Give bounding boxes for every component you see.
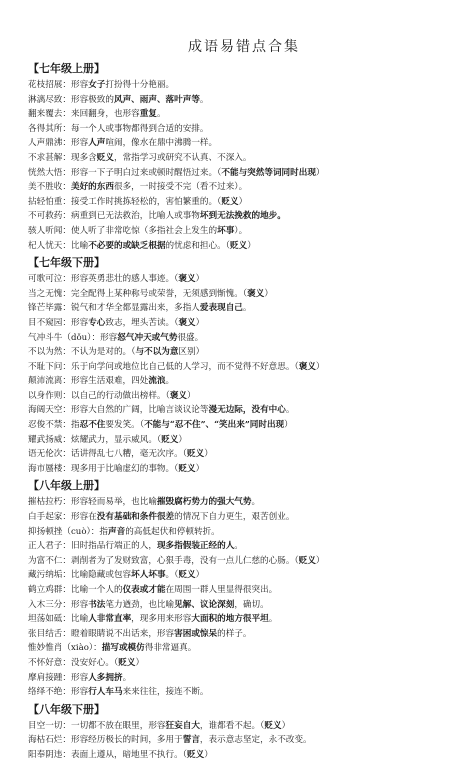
definition-text: 形容轻而易举，也比喻 [70, 497, 157, 508]
document-title: 成语易错点合集 [188, 39, 300, 55]
idiom-term: 张目结舌： [28, 628, 71, 639]
idiom-entry [28, 656, 460, 671]
idiom-entry [28, 748, 460, 763]
definition-text: 形容在 [70, 512, 97, 523]
section-heading: 【七年级下册】 [28, 256, 105, 270]
idiom-entry [28, 239, 460, 254]
definition-text: 区别） [178, 347, 205, 358]
idiom-entry [28, 360, 460, 375]
idiom-entry [28, 447, 460, 462]
definition-emphasis: 见解、议论深刻 [174, 599, 235, 610]
definition-text: ） [187, 390, 196, 401]
definition-text: ） [315, 361, 325, 372]
idiom-term: 不耻下问： [28, 361, 71, 372]
idiom-entry [28, 495, 460, 510]
idiom-term: 忍俊不禁： [28, 420, 71, 431]
idiom-term: 惟妙惟肖（xiào）： [28, 643, 102, 654]
definition-text: ） [204, 749, 213, 760]
section-heading: 【八年级上册】 [28, 479, 105, 493]
idiom-entry [28, 316, 460, 331]
idiom-term: 阳奉阴违： [28, 749, 71, 760]
definition-text: 。 [234, 541, 243, 552]
definition-text: 不认为是对的。（ [70, 347, 136, 358]
idiom-entry [28, 374, 460, 389]
definition-text: 没安好心。（ [70, 657, 119, 668]
idiom-entry [28, 180, 460, 195]
idiom-entry [28, 301, 460, 316]
idiom-term: 摧枯拉朽： [28, 497, 71, 508]
definition-text: 致志，埋头苦读。（ [105, 317, 179, 328]
idiom-entry [28, 151, 460, 166]
definition-text: 。 [156, 109, 166, 120]
definition-text: ） [204, 449, 213, 460]
idiom-term: 不以为然： [28, 347, 71, 358]
definition-emphasis: 专心 [88, 317, 106, 328]
idiom-term: 为富不仁： [28, 555, 71, 566]
definition-emphasis: 大面积的地方很平坦 [191, 614, 269, 625]
definition-text: ） [178, 434, 188, 445]
definition-text: 指 [99, 526, 108, 537]
idiom-term: 入木三分： [28, 599, 71, 610]
idiom-entry [28, 568, 460, 583]
idiom-entry [28, 539, 460, 554]
definition-text: ，谁都看不起。（ [199, 720, 265, 731]
definition-emphasis: 褒义 [298, 361, 316, 372]
idiom-term: 白手起家： [28, 512, 71, 523]
definition-text: 。 [268, 614, 278, 625]
definition-text: ，表示意志坚定，永不改变。 [199, 735, 312, 746]
definition-text: 形容极致的 [70, 94, 114, 105]
idiom-entry [28, 433, 460, 448]
definition-text: ） [195, 570, 205, 581]
definition-emphasis: 贬义 [96, 152, 114, 163]
idiom-term: 颠沛流离： [28, 376, 71, 387]
definition-emphasis: 爱表现自己 [199, 303, 243, 314]
idiom-entry [28, 719, 460, 734]
definition-text: 完全配得上某种称号或荣誉，无须感到惭愧。（ [70, 288, 248, 299]
definition-emphasis: 贬义 [187, 449, 205, 460]
definition-text: 形容大自然的广阔，比喻言谈议论等 [70, 405, 209, 416]
definition-text: 比喻 [70, 614, 89, 625]
idiom-entry [28, 224, 460, 239]
idiom-term: 语无伦次： [28, 449, 71, 460]
idiom-entry [28, 345, 460, 360]
idiom-term: 各得其所： [28, 123, 71, 134]
definition-text: 比喻 [70, 240, 89, 251]
idiom-entry [28, 403, 460, 418]
definition-text: ） [195, 463, 205, 474]
definition-emphasis: 怒气冲天或气势 [117, 332, 178, 343]
idiom-term: 锋芒毕露： [28, 303, 71, 314]
idiom-term: 藏污纳垢： [28, 570, 71, 581]
definition-text: ） [195, 274, 205, 285]
definition-text: 形容 [100, 332, 118, 343]
definition-text: 一切都不放在眼里，形容 [70, 720, 166, 731]
definition-text: ） [238, 196, 248, 207]
idiom-term: 美不胜收： [28, 182, 71, 193]
idiom-term: 淋漓尽致： [28, 94, 71, 105]
idiom-term: 花枝招展： [28, 80, 71, 90]
section-heading: 【七年级上册】 [28, 62, 105, 75]
definition-emphasis: 不必要的或缺乏根据 [88, 240, 166, 251]
idiom-entry [28, 418, 460, 433]
definition-text: 的高低起伏和停顿转折。 [125, 526, 220, 537]
definition-text: 。 [122, 672, 132, 683]
idiom-entry [28, 389, 460, 404]
idiom-entry [28, 525, 460, 540]
definition-emphasis: 人多拥挤 [88, 672, 123, 683]
definition-emphasis: 贬义 [161, 434, 179, 445]
definition-emphasis: 狂妄自大 [165, 720, 200, 731]
idiom-entry [28, 122, 460, 137]
idiom-term: 鹤立鸡群： [28, 585, 71, 595]
definition-text: ） [281, 720, 291, 731]
idiom-term: 目空一切： [28, 720, 71, 731]
definition-text: ） [315, 167, 325, 178]
idiom-entry [28, 612, 460, 627]
definition-emphasis: 人声 [88, 138, 106, 149]
definition-emphasis: 褒义 [247, 288, 265, 299]
definition-text: 。（ [165, 570, 179, 581]
definition-text: 喧闹，像水在鼎中沸腾一样。 [105, 138, 218, 149]
idiom-entry [28, 733, 460, 748]
definition-text: 。 [285, 405, 295, 416]
idiom-term: 不可救药： [28, 211, 71, 222]
definition-emphasis: 行人车马 [88, 687, 123, 698]
definition-text: ，现多用来形容 [131, 614, 192, 625]
idiom-entry [28, 671, 460, 686]
idiom-entry [28, 331, 460, 346]
definition-emphasis: 没有基础和条件很差 [96, 512, 175, 523]
idiom-term: 杞人忧天： [28, 240, 71, 251]
definition-text: 使人听了非常吃惊（多指社会上发生的 [70, 225, 218, 236]
definition-text: 每一个人或事物都得到合适的安排。 [70, 123, 209, 134]
definition-emphasis: 不能与“忍不住”、“笑出来”同时出现 [144, 420, 285, 431]
definition-emphasis: 风声、雨声、落叶声等 [113, 94, 200, 105]
definition-text: 形容一下子明白过来或顿时醒悟过来。（ [70, 167, 222, 178]
idiom-term: 骇人听闻： [28, 225, 71, 236]
definition-text: 的情况下自力更生，艰苦创业。 [174, 512, 295, 523]
definition-text: 形容 [70, 599, 89, 610]
definition-text: 在周围一群人里显得很突出。 [165, 585, 278, 595]
definition-emphasis: 与不以为意 [135, 347, 179, 358]
definition-text: 很多，一时接受不完（看不过来）。 [113, 182, 248, 193]
idiom-entry [28, 209, 460, 224]
definition-emphasis: 贬义 [298, 555, 316, 566]
definition-emphasis: 漫无边际，没有中心 [208, 405, 286, 416]
definition-text: 。 [251, 497, 261, 508]
idiom-entry [28, 136, 460, 151]
idiom-term: 恍然大悟： [28, 167, 71, 178]
definition-text: 形容 [70, 80, 89, 90]
definition-text: 形容英勇悲壮的感人事迹。（ [70, 274, 179, 285]
idiom-entry [28, 93, 460, 108]
idiom-entry [28, 107, 460, 122]
idiom-term: 抑扬顿挫（cuò）： [28, 526, 100, 537]
definition-emphasis: 贬义 [118, 657, 136, 668]
idiom-term: 不求甚解： [28, 152, 71, 163]
idiom-entry [28, 78, 460, 93]
definition-emphasis: 贬义 [221, 196, 239, 207]
idiom-term: 不怀好意： [28, 657, 71, 668]
definition-emphasis: 不能与突然等词同时出现 [221, 167, 316, 178]
definition-text: 瞪着眼睛说不出话来，形容 [70, 628, 175, 639]
idiom-term: 坦荡如砥： [28, 614, 71, 625]
definition-emphasis: 忍不住 [79, 420, 106, 431]
idiom-term: 气冲斗牛（dǒu）： [28, 332, 101, 343]
definition-emphasis: 贬义 [264, 720, 282, 731]
section-heading: 【八年级下册】 [28, 702, 105, 716]
definition-text: ，常指学习或研究不认真、不深入。 [113, 152, 252, 163]
definition-emphasis: 美好的东西 [70, 182, 114, 193]
definition-text: 形容生活艰难，四处 [70, 376, 149, 387]
idiom-entry [28, 195, 460, 210]
definition-emphasis: 摧毁腐朽势力的强大气势 [156, 497, 252, 508]
definition-text: 锐气和才华全都显露出来，多指人 [70, 303, 200, 314]
definition-emphasis: 贬义 [178, 463, 196, 474]
definition-text: 表面上遵从，暗地里不执行。（ [70, 749, 187, 760]
definition-text: 现多用于比喻虚幻的事物。（ [70, 463, 179, 474]
idiom-term: 络绎不绝： [28, 687, 71, 698]
definition-text: 。 [165, 376, 175, 387]
idiom-entry [28, 554, 460, 569]
definition-text: 形容 [70, 138, 89, 149]
definition-text: 比喻一个人的 [70, 585, 123, 595]
definition-text: 打扮得十分艳丽。 [105, 80, 175, 90]
definition-text: 要发笑。（ [105, 420, 145, 431]
definition-emphasis: 贬义 [230, 240, 248, 251]
definition-emphasis: 坏到无法挽救的地步。 [199, 211, 286, 222]
definition-text: 以自己的行动做出榜样。（ [70, 390, 170, 401]
definition-emphasis: 书法 [88, 599, 106, 610]
definition-emphasis: 描写或模仿 [101, 643, 145, 654]
definition-emphasis: 重复 [139, 109, 157, 120]
definition-emphasis: 坏人坏事 [131, 570, 166, 581]
definition-emphasis: 坏事 [217, 225, 235, 236]
definition-text: 话讲得乱七八糟，毫无次序。（ [70, 449, 187, 460]
idiom-entry [28, 510, 460, 525]
definition-text: 的样子。 [217, 628, 252, 639]
definition-text: 接受工作时挑拣轻松的，害怕繁重的。（ [70, 196, 222, 207]
idiom-term: 海市蜃楼： [28, 463, 71, 474]
definition-text: 比喻隐藏或包容 [70, 570, 132, 581]
idiom-term: 可歌可泣： [28, 274, 71, 285]
idiom-term: 耀武扬威： [28, 434, 71, 445]
definition-emphasis: 褒义 [178, 317, 196, 328]
definition-text: ） [315, 555, 325, 566]
document-body [28, 62, 460, 763]
definition-text: 病重到已无法救治，比喻人或事物 [70, 211, 200, 222]
definition-text: ） [264, 288, 273, 299]
definition-text: 的忧虑和担心。（ [165, 240, 230, 251]
definition-emphasis: 褒义 [169, 390, 188, 401]
definition-emphasis: 誓言 [182, 735, 200, 746]
idiom-term: 翻来覆去： [28, 109, 71, 120]
definition-emphasis: 流浪 [148, 376, 166, 387]
definition-text: 形容经历极长的时间，多用于 [70, 735, 183, 746]
definition-text: 形容 [70, 687, 89, 698]
definition-text: 剥削者为了发财致富，心狠手毒，没有一点儿仁慈的心肠。（ [70, 555, 299, 566]
definition-emphasis: 女子 [88, 80, 106, 90]
definition-text: ） [195, 317, 205, 328]
definition-text: ） [247, 240, 256, 251]
definition-emphasis: 贬义 [187, 749, 205, 760]
idiom-term: 正人君子： [28, 541, 71, 552]
definition-text: 乐于向学问或地位比自己低的人学习，而不觉得不好意思。（ [70, 361, 299, 372]
definition-text: 形容 [70, 317, 89, 328]
definition-emphasis: 声音 [108, 526, 126, 537]
definition-emphasis: 现多指假装正经的人 [156, 541, 235, 552]
idiom-entry [28, 287, 460, 302]
definition-text: ） [135, 657, 145, 668]
idiom-entry [28, 598, 460, 613]
definition-text: 形容 [70, 672, 89, 683]
definition-text: 来回翻身，也形容 [70, 109, 140, 120]
definition-text: 指 [70, 420, 80, 431]
idiom-term: 当之无愧： [28, 288, 71, 299]
definition-text: ） [284, 420, 293, 431]
definition-text: 。 [242, 303, 252, 314]
idiom-entry [28, 272, 460, 287]
idiom-entry [28, 627, 460, 642]
idiom-entry [28, 462, 460, 477]
definition-emphasis: 贬义 [178, 570, 196, 581]
definition-emphasis: 害困或惊呆 [174, 628, 218, 639]
definition-text: ）。 [234, 225, 248, 236]
definition-text: 很盛。 [177, 332, 204, 343]
idiom-entry [28, 685, 460, 700]
idiom-term: 海阔天空： [28, 405, 71, 416]
definition-text: 来来往往，接连不断。 [122, 687, 209, 698]
idiom-term: 海枯石烂： [28, 735, 71, 746]
idiom-entry [28, 583, 460, 598]
definition-text: 炫耀武力，显示威风。（ [70, 434, 162, 445]
definition-text: ，确切。 [234, 599, 269, 610]
idiom-term: 摩肩接踵： [28, 672, 71, 683]
definition-text: 笔力遒劲，也比喻 [105, 599, 175, 610]
idiom-entry [28, 641, 460, 656]
idiom-term: 拈轻怕重： [28, 196, 71, 207]
definition-text: 得非常逼真。 [144, 643, 197, 654]
idiom-term: 目不窥园： [28, 317, 71, 328]
definition-text: 旧时指品行端正的人， [70, 541, 157, 552]
idiom-term: 人声鼎沸： [28, 138, 71, 149]
definition-text: 现多含 [70, 152, 97, 163]
idiom-entry [28, 166, 460, 181]
definition-text: 。 [199, 94, 209, 105]
definition-emphasis: 褒义 [178, 274, 196, 285]
definition-emphasis: 人非常直率 [88, 614, 132, 625]
idiom-term: 以身作则： [28, 390, 71, 401]
definition-emphasis: 仪表或才能 [122, 585, 166, 595]
